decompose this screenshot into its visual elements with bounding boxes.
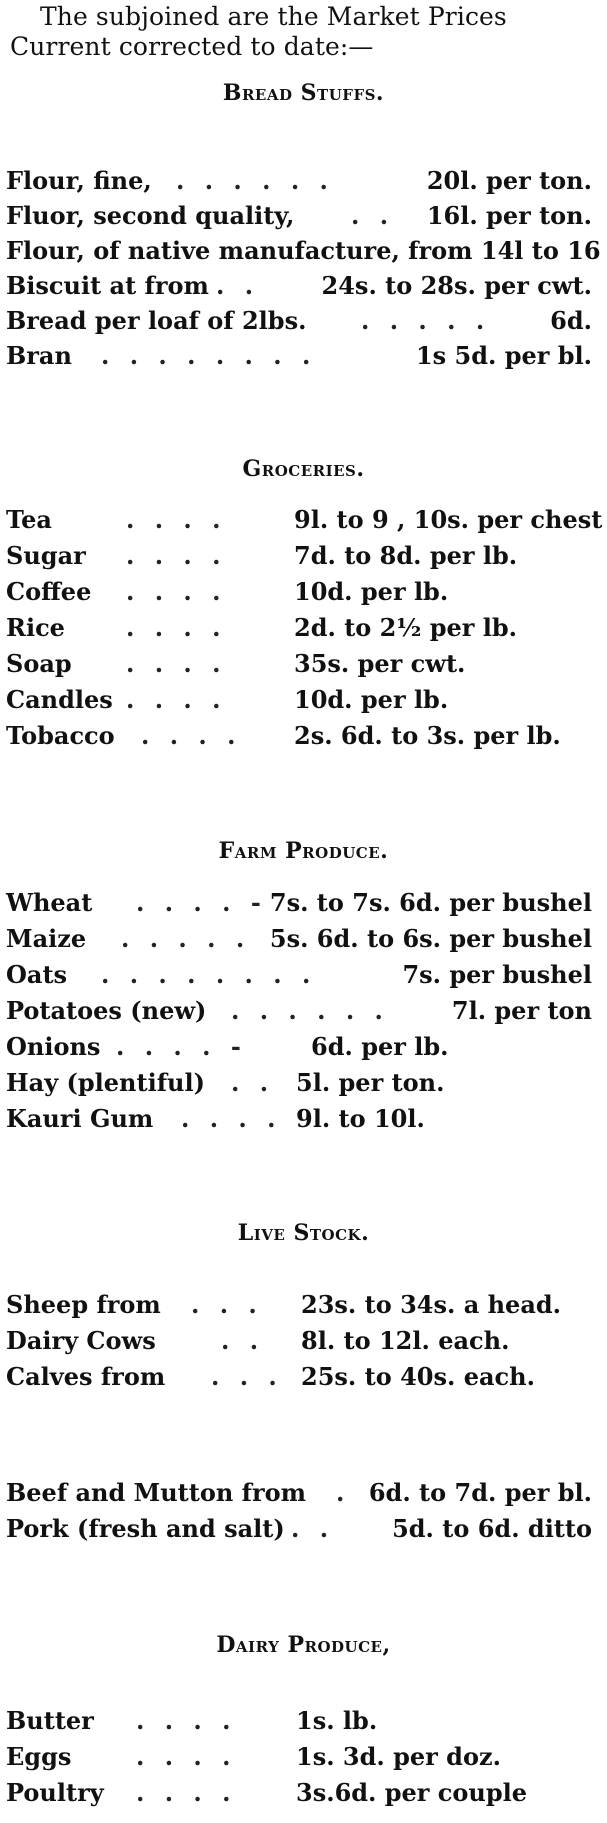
item-label: Hay (plentiful) (6, 1068, 205, 1097)
item-price: 23s. to 34s. a head. (301, 1290, 562, 1319)
item-label: Sheep from (6, 1290, 161, 1319)
price-row: Pork (fresh and salt) . . 5d. to 6d. ditto (6, 1514, 592, 1543)
price-row: Bran . . . . . . . . 1s 5d. per bl. (6, 341, 592, 370)
price-row: Flour, fine, . . . . . . 20l. per ton. (6, 166, 592, 195)
price-row: Oats . . . . . . . . 7s. per bushel (6, 960, 592, 989)
price-row: Onions . . . . - 6d. per lb. (6, 1032, 449, 1061)
item-price: 5l. per ton. (296, 1068, 445, 1097)
item-price: 8l. to 12l. each. (301, 1326, 510, 1355)
item-price: 7d. to 8d. per lb. (294, 541, 518, 570)
item-price: 7s. per bushel (402, 960, 592, 989)
price-row: Sugar . . . . 7d. to 8d. per lb. (6, 541, 518, 570)
price-row (6, 236, 601, 272)
price-row: Dairy Cows . . 8l. to 12l. each. (6, 1326, 510, 1355)
price-row: Butter . . . . 1s. lb. (6, 1706, 378, 1735)
item-label: Tea (6, 505, 52, 534)
item-price: 9l. to 10l. (296, 1104, 425, 1133)
item-label: Coffee (6, 577, 92, 606)
item-label: Dairy Cows (6, 1326, 156, 1355)
price-row: Rice . . . . 2d. to 2½ per lb. (6, 613, 518, 642)
item-price: 10d. per lb. (294, 685, 449, 714)
item-price: 6d. to 7d. per bl. (368, 1478, 592, 1507)
item-price: 5s. 6d. to 6s. per bushel (269, 924, 592, 953)
price-row: Potatoes (new) . . . . . . 7l. per ton (6, 996, 592, 1025)
heading-farm-produce: Farm Produce. (218, 838, 389, 864)
price-row: Sheep from . . . 23s. to 34s. a head. (6, 1290, 562, 1319)
heading-bread-stuffs: Bread Stuffs. (222, 80, 385, 106)
price-row: Candles . . . . 10d. per lb. (6, 685, 449, 714)
item-price: 2s. 6d. to 3s. per lb. (294, 721, 561, 750)
item-label: Oats (6, 960, 68, 989)
price-row: Tea . . . . 9l. to 9 , 10s. per chest (6, 505, 603, 534)
price-row: Coffee . . . . 10d. per lb. (6, 577, 449, 606)
item-price: 16l. per ton. (426, 201, 592, 230)
price-row: Calves from . . . 25s. to 40s. each. (6, 1362, 535, 1391)
item-price: 6d. (550, 306, 592, 335)
item-label: Pork (fresh and salt) (6, 1514, 285, 1543)
item-label: Potatoes (new) (6, 996, 207, 1025)
item-label: Maize (6, 924, 87, 953)
heading-dairy-produce: Dairy Produce, (216, 1632, 391, 1658)
price-row: Beef and Mutton from . 6d. to 7d. per bl. (6, 1478, 592, 1507)
price-row: Fluor, second quality, . . 16l. per ton. (6, 201, 592, 230)
item-label: Calves from (6, 1362, 166, 1391)
item-price: 2d. to 2½ per lb. (294, 613, 518, 642)
item-price: 1s. 3d. per doz. (296, 1742, 501, 1771)
item-label: Onions (6, 1032, 101, 1061)
item-price: 3s.6d. per couple (296, 1778, 528, 1807)
price-row: Maize . . . . . 5s. 6d. to 6s. per bushel (6, 924, 592, 953)
price-row: Soap . . . . 35s. per cwt. (6, 649, 466, 678)
item-label: Tobacco (6, 721, 115, 750)
item-label: Soap (6, 649, 72, 678)
item-price: 7s. to 7s. 6d. per bushel (269, 888, 592, 917)
item-price: 1s 5d. per bl. (415, 341, 592, 370)
item-label: Flour, fine, (6, 166, 152, 195)
item-label: Butter (6, 1706, 94, 1735)
item-price: 6d. per lb. (311, 1032, 449, 1061)
heading-live-stock: Live Stock. (237, 1220, 370, 1246)
intro-text: The subjoined are the Market Prices Current corrected to date:— (10, 2, 507, 61)
price-row: Hay (plentiful) . . 5l. per ton. (6, 1068, 445, 1097)
item-price: 5d. to 6d. ditto (392, 1514, 592, 1543)
item-label: Fluor, second quality, (6, 201, 295, 230)
item-label: Wheat (6, 888, 93, 917)
price-row: Poultry . . . . 3s.6d. per couple (6, 1778, 528, 1807)
item-price: 1s. lb. (296, 1706, 378, 1735)
item-label: Beef and Mutton from (6, 1478, 307, 1507)
heading-groceries: Groceries. (242, 456, 365, 482)
price-row: Kauri Gum . . . . 9l. to 10l. (6, 1104, 425, 1133)
item-price: 24s. to 28s. per cwt. (321, 271, 592, 300)
item-label: Flour, of native manufacture, from 14l to 16 (6, 236, 601, 265)
item-price: 9l. to 9 , 10s. per chest (294, 505, 603, 534)
item-price: 7l. per ton (451, 996, 592, 1025)
price-row: Bread per loaf of 2lbs. . . . . . 6d. (6, 306, 592, 335)
price-row: Biscuit at from . . 24s. to 28s. per cwt. (6, 271, 592, 300)
item-price: 25s. to 40s. each. (301, 1362, 535, 1391)
item-price: 10d. per lb. (294, 577, 449, 606)
item-label: Sugar (6, 541, 86, 570)
item-label: Kauri Gum (6, 1104, 154, 1133)
item-label: Biscuit at from (6, 271, 209, 300)
price-row: Wheat . . . . - 7s. to 7s. 6d. per bushel (6, 888, 592, 917)
item-label: Poultry (6, 1778, 104, 1807)
item-label: Eggs (6, 1742, 72, 1771)
price-row: Tobacco . . . . 2s. 6d. to 3s. per lb. (6, 721, 561, 750)
item-price: 20l. per ton. (426, 166, 592, 195)
item-label: Bran (6, 341, 72, 370)
price-row: Eggs . . . . 1s. 3d. per doz. (6, 1742, 501, 1771)
item-price: 35s. per cwt. (294, 649, 466, 678)
item-label: Bread per loaf of 2lbs. (6, 306, 307, 335)
item-label: Rice (6, 613, 65, 642)
item-label: Candles (6, 685, 113, 714)
